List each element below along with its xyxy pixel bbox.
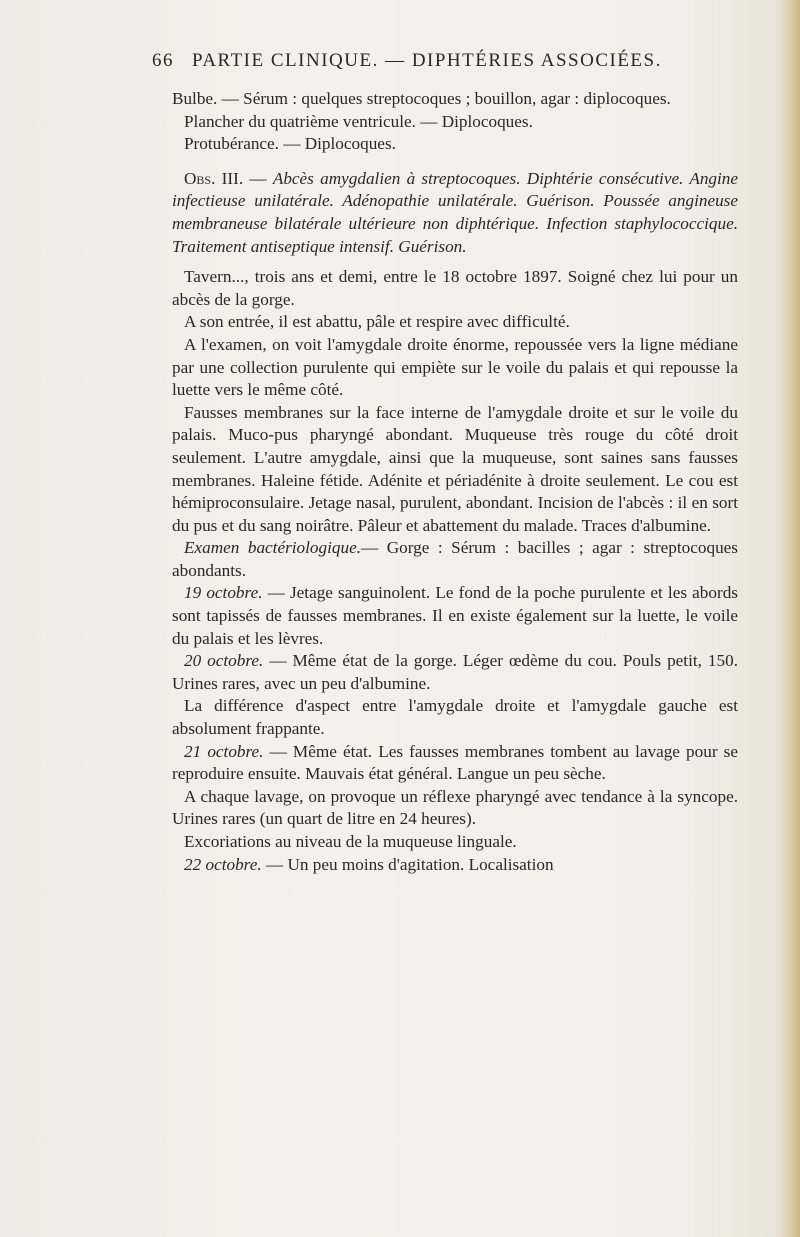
paragraph-difference: La différence d'aspect entre l'amygdale droite et l'amygdale gauche est absolument frappante. xyxy=(172,696,738,739)
running-title: PARTIE CLINIQUE. — DIPHTÉRIES ASSOCIÉES. xyxy=(192,50,662,71)
text-19-octobre: — Jetage sanguinolent. Le fond de la poche purulente et les abords sont tapissés de fausses membranes. Il en existe également sur la luette, le voile du palais et les lèvres. xyxy=(172,583,738,648)
paragraph-19-octobre xyxy=(172,582,738,650)
text-22-octobre: — Un peu moins d'agitation. Localisation xyxy=(261,854,554,874)
observation-dash: — xyxy=(243,168,273,188)
running-header xyxy=(152,50,752,72)
paragraph-excoriations: Excoriations au niveau de la muqueuse linguale. xyxy=(184,832,517,851)
date-19-octobre: 19 octobre. xyxy=(184,583,263,603)
observation-title: Abcès amygdalien à streptocoques. Diphtérie consécutive. Angine infectieuse unilatérale. Adénopathie unilatérale. Guérison. Poussée angineuse membraneuse bilatérale ultérieure non diphtérique. Infection staphylococcique. Traitement antiseptique intensif. Guérison. xyxy=(172,168,739,256)
page-number: 66 xyxy=(152,50,174,71)
paragraph-examen: A l'examen, on voit l'amygdale droite énorme, repoussée vers la ligne médiane par une collection purulente qui empiète sur le voile du palais et qui repousse la luette vers le même côté. xyxy=(172,334,738,400)
paragraph-lavage: A chaque lavage, on provoque un réflexe pharyngé avec tendance à la syncope. Urines rares (un quart de litre en 24 heures). xyxy=(172,786,738,829)
page-edge-shading xyxy=(778,0,800,1237)
paragraph-22-octobre xyxy=(172,854,738,877)
text-20-octobre: — Même état de la gorge. Léger œdème du cou. Pouls petit, 150. Urines rares, avec un peu d'albumine. xyxy=(172,651,738,693)
observation-label: Obs. III. xyxy=(184,168,244,188)
paragraph-bacteriologique xyxy=(172,537,738,582)
paragraph-bulbe: Bulbe. — Sérum : quelques streptocoques ; bouillon, agar : diplocoques. xyxy=(172,89,671,108)
bacteriologique-label: Examen bactériologique. xyxy=(184,538,361,558)
paragraph-protuberance: Protubérance. — Diplocoques. xyxy=(184,134,396,154)
date-22-octobre: 22 octobre. xyxy=(184,854,262,874)
text-21-octobre: — Même état. Les fausses membranes tombent au lavage pour se reproduire ensuite. Mauvais état général. Langue un peu sèche. xyxy=(172,741,738,784)
paragraph-21-octobre xyxy=(172,741,738,786)
paragraph-patient: Tavern..., trois ans et demi, entre le 18 octobre 1897. Soigné chez lui pour un abcès de la gorge. xyxy=(172,267,738,309)
paragraph-20-octobre xyxy=(172,650,738,695)
paragraph-entree: A son entrée, il est abattu, pâle et respire avec difficulté. xyxy=(184,312,570,332)
date-20-octobre: 20 octobre. xyxy=(184,651,264,671)
paragraph-plancher: Plancher du quatrième ventricule. — Diplocoques. xyxy=(184,111,533,131)
page-body xyxy=(172,88,738,876)
date-21-octobre: 21 octobre. xyxy=(184,741,264,761)
observation-heading xyxy=(172,168,738,258)
paragraph-fausses-membranes: Fausses membranes sur la face interne de l'amygdale droite et sur le voile du palais. Muco-pus pharyngé abondant. Muqueuse très rouge du côté droit seulement. L'autre amygdale, ainsi que la muqueuse, sont saines sans fausses membranes. Haleine fétide. Adénite et périadénite à droite seulement. Le cou est hémiproconsulaire. Jetage nasal, purulent, abondant. Incision de l'abcès : il en sort du pus et du sang noirâtre. Pâleur et abattement du malade. Traces d'albumine. xyxy=(172,402,738,535)
bacteriologique-text: — Gorge : Sérum : bacilles ; agar : streptocoques abondants. xyxy=(172,538,738,580)
